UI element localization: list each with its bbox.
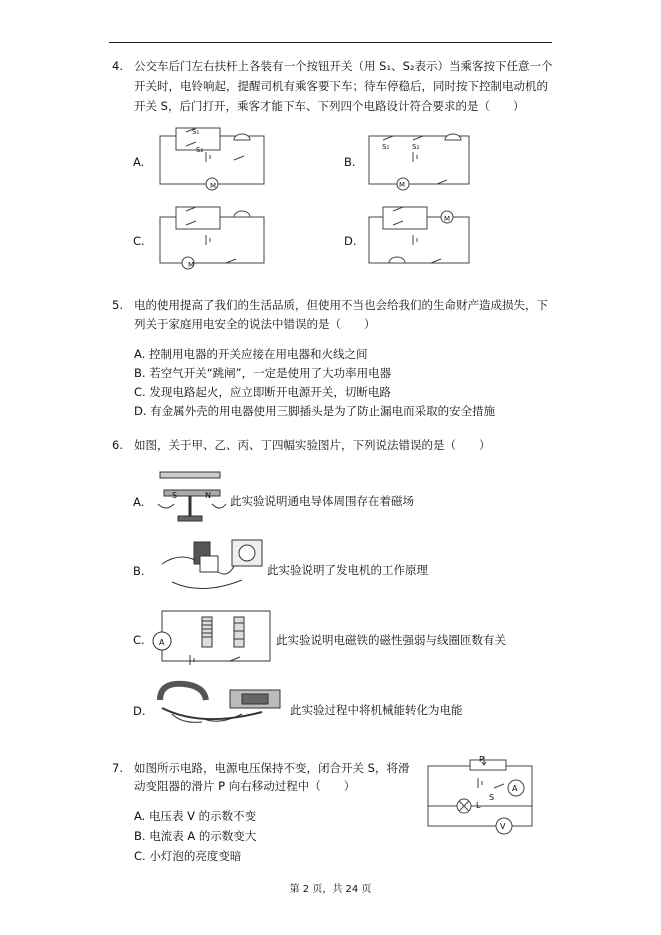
q6-figure-c <box>150 601 275 669</box>
q5-option-d[interactable]: D. 有金属外壳的用电器使用三脚插头是为了防止漏电而采取的安全措施 <box>134 404 496 418</box>
q7-option-b[interactable]: B. 电流表 A 的示数变大 <box>134 829 257 843</box>
q7-switch-label: S <box>489 793 495 802</box>
q4-line-3: 开关 S，后门打开，乘客才能下车、下列四个电路设计符合要求的是（ ） <box>134 99 525 113</box>
q7-line-2: 动变阻器的滑片 P 向右移动过程中（ ） <box>134 779 356 793</box>
q4-line-1: 公交车后门左右扶杆上各装有一个按钮开关（用 S₁、S₂表示）当乘客按下任意一个 <box>134 59 553 73</box>
q7-slider-label: P <box>479 755 484 764</box>
q7-number: 7. <box>112 761 123 775</box>
q4b-k1: S₁ <box>382 143 390 151</box>
q6-option-a-label[interactable]: A. <box>133 495 145 509</box>
q6-option-b-label[interactable]: B. <box>133 564 145 578</box>
q6-number: 6. <box>112 438 123 452</box>
q6-option-d-label[interactable]: D. <box>133 704 146 718</box>
q4-option-c-label[interactable]: C. <box>133 234 145 248</box>
q4a-k1: S₁ <box>192 128 200 136</box>
q6a-n-label: N <box>205 491 211 500</box>
q5-line-1: 电的使用提高了我们的生活品质，但使用不当也会给我们的生命财产造成损失，下 <box>134 298 548 312</box>
q5-option-c[interactable]: C. 发现电路起火，应立即断开电源开关，切断电路 <box>134 385 391 399</box>
q4-circuit-b <box>365 126 475 192</box>
q4-number: 4. <box>112 59 123 73</box>
q7-option-a[interactable]: A. 电压表 V 的示数不变 <box>134 809 257 823</box>
q4a-m: M <box>210 182 217 190</box>
q6-stem: 如图，关于甲、乙、丙、丁四幅实验图片，下列说法错误的是（ ） <box>134 438 491 452</box>
q5-option-b[interactable]: B. 若空气开关“跳闸”，一定是使用了大功率用电器 <box>134 366 392 380</box>
q5-line-2: 列关于家庭用电安全的说法中错误的是（ ） <box>134 317 376 331</box>
q6-option-c-text[interactable]: 此实验说明电磁铁的磁性强弱与线圈匝数有关 <box>276 633 506 647</box>
q6-option-d-text[interactable]: 此实验过程中将机械能转化为电能 <box>290 703 463 717</box>
q4-option-a-label[interactable]: A. <box>133 155 145 169</box>
q6-option-c-label[interactable]: C. <box>133 633 145 647</box>
q5-number: 5. <box>112 298 123 312</box>
q7-voltmeter-label: V <box>500 822 506 831</box>
q4a-k2: S₂ <box>196 146 204 154</box>
q7-ammeter-label: A <box>512 784 518 793</box>
q4-option-d-label[interactable]: D. <box>344 234 357 248</box>
q7-option-c[interactable]: C. 小灯泡的亮度变暗 <box>134 849 242 863</box>
q4d-m: M <box>444 215 451 223</box>
q6-option-a-text[interactable]: 此实验说明通电导体周围存在着磁场 <box>230 494 414 508</box>
page-footer: 第 2 页，共 24 页 <box>289 884 372 895</box>
q5-option-a[interactable]: A. 控制用电器的开关应接在用电器和火线之间 <box>134 347 368 361</box>
q7-circuit <box>424 756 550 836</box>
q7-line-1: 如图所示电路，电源电压保持不变，闭合开关 S，将滑 <box>134 761 410 775</box>
q4-option-b-label[interactable]: B. <box>344 155 356 169</box>
q6a-s-label: S <box>172 491 178 500</box>
q6-figure-b <box>152 534 267 598</box>
q4-line-2: 开关时，电铃响起，提醒司机有乘客要下车；待车停稳后，同时按下控制电动机的 <box>134 79 548 93</box>
q7-lamp-label: L <box>476 801 481 810</box>
q4c-m: M <box>188 261 195 269</box>
q6-option-b-text[interactable]: 此实验说明了发电机的工作原理 <box>267 563 428 577</box>
q4-circuit-c <box>156 205 271 273</box>
q6-figure-a <box>150 468 230 528</box>
q4b-m: M <box>399 181 406 189</box>
q6-figure-d <box>152 678 287 728</box>
q4-circuit-d <box>365 205 475 273</box>
header-rule <box>109 42 552 43</box>
q4b-k2: S₂ <box>412 143 420 151</box>
q6c-ammeter-label: A <box>159 638 165 647</box>
